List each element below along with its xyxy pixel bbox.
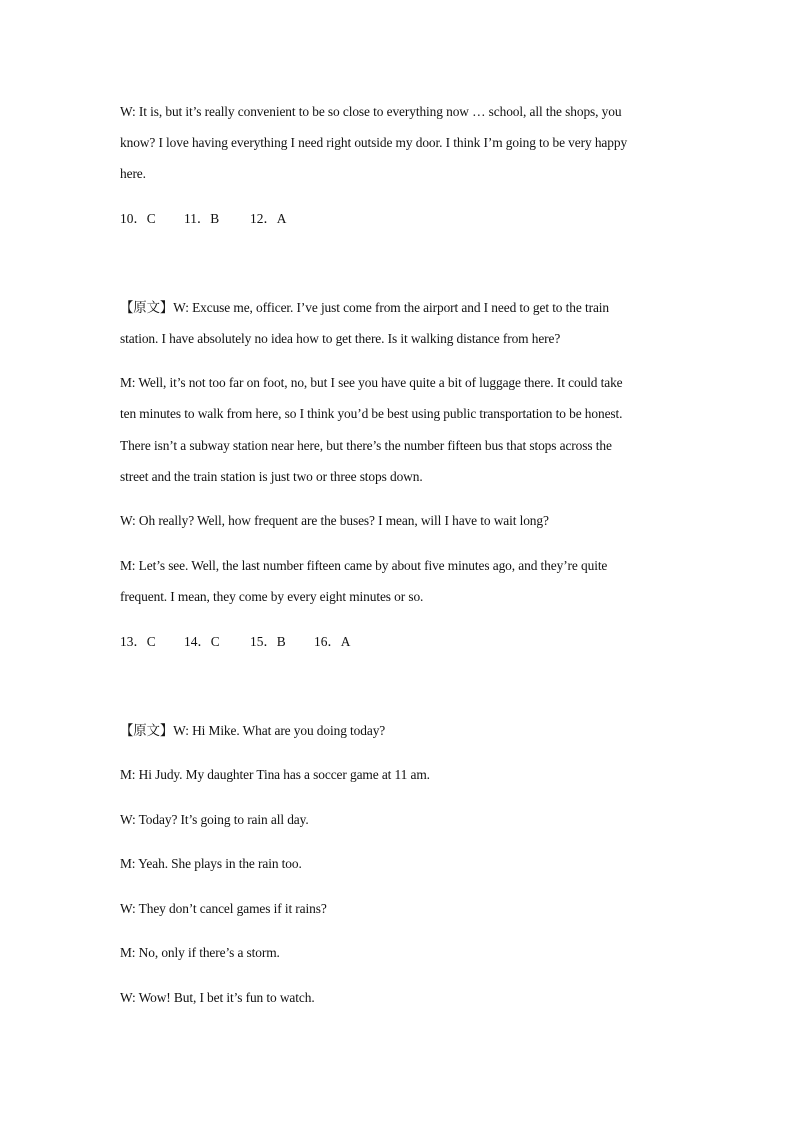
answer-item: 10．C [120, 211, 156, 226]
text-line: W: Today? It’s going to rain all day. [120, 812, 309, 827]
text-line: station. I have absolutely no idea how to get there. Is it walking distance from here? [120, 331, 561, 346]
text-line: W: They don’t cancel games if it rains? [120, 901, 327, 916]
text-line: M: Well, it’s not too far on foot, no, but I see you have quite a bit of luggage there. It could take [120, 375, 623, 390]
answer-item: 15．B [250, 634, 286, 649]
answer-item: 16．A [314, 634, 351, 649]
text-line: street and the train station is just two or three stops down. [120, 469, 423, 484]
text-line: There isn’t a subway station near here, but there’s the number fifteen bus that stops across the [120, 438, 612, 453]
text-line: M: Let’s see. Well, the last number fifteen came by about five minutes ago, and they’re quite [120, 558, 608, 573]
text-line: M: Yeah. She plays in the rain too. [120, 856, 302, 871]
text-line: know? I love having everything I need right outside my door. I think I’m going to be very happy [120, 135, 628, 150]
answer-key-row [120, 211, 286, 227]
answer-item: 12．A [250, 211, 287, 226]
answer-item: 11．B [184, 211, 220, 226]
text-line: here. [120, 166, 146, 181]
answer-item: 14．C [184, 634, 220, 649]
text-line: M: Hi Judy. My daughter Tina has a soccer game at 11 am. [120, 767, 430, 782]
answer-key-row [120, 634, 350, 650]
text-line: ten minutes to walk from here, so I think you’d be best using public transportation to be honest. [120, 406, 623, 421]
text-line: W: It is, but it’s really convenient to be so close to everything now … school, all the shops, you [120, 104, 622, 119]
text-line: W: Oh really? Well, how frequent are the buses? I mean, will I have to wait long? [120, 513, 549, 528]
transcript-heading-line: 【原文】W: Hi Mike. What are you doing today? [120, 723, 386, 738]
text-line: W: Wow! But, I bet it’s fun to watch. [120, 990, 315, 1005]
answer-item: 13．C [120, 634, 156, 649]
text-line: frequent. I mean, they come by every eight minutes or so. [120, 589, 424, 604]
text-line: M: No, only if there’s a storm. [120, 945, 280, 960]
transcript-heading-line: 【原文】W: Excuse me, officer. I’ve just come from the airport and I need to get to the train [120, 300, 609, 315]
